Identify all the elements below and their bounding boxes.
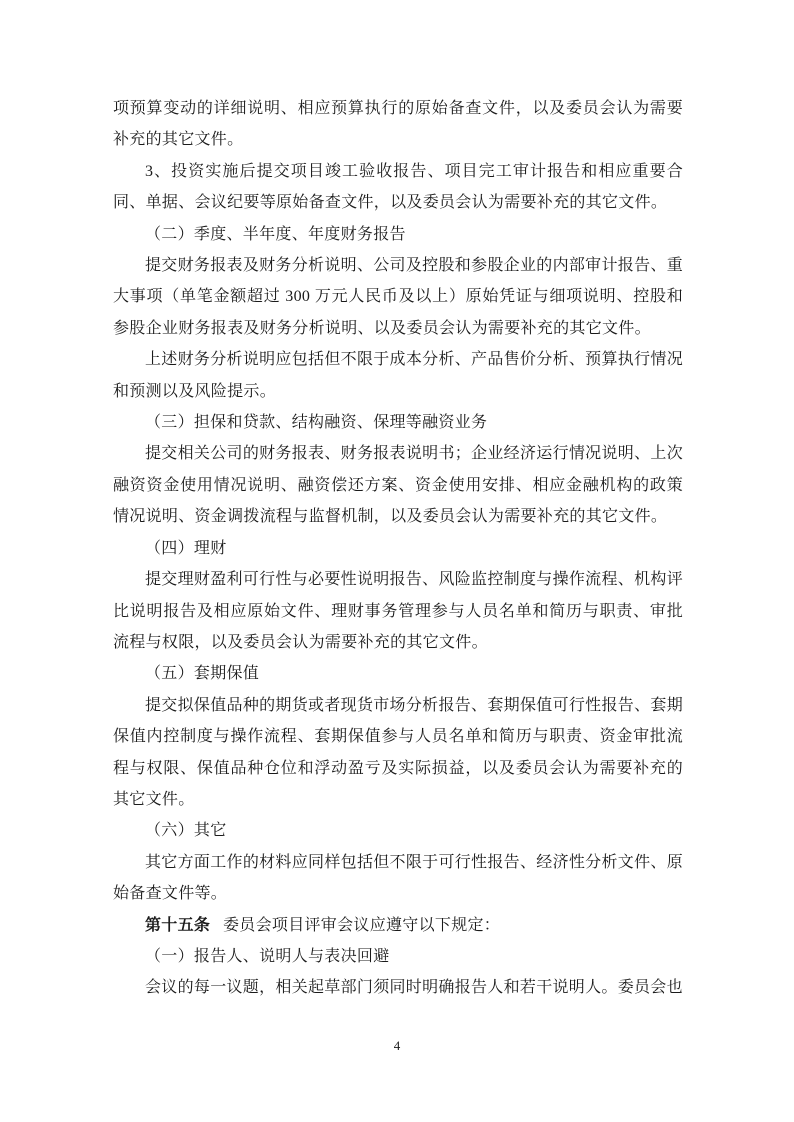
section-heading: （五）套期保值: [145, 665, 260, 683]
paragraph: 提交财务报表及财务分析说明、公司及控股和参股企业的内部审计报告、重大事项（单笔金额超过 300 万元人民币及以上）原始凭证与细项说明、控股和参股企业财务报表及财务分析说明、以及委员会认为需要补充的其它文件。: [113, 257, 683, 337]
document-body: [113, 93, 683, 1004]
paragraph: 提交拟保值品种的期货或者现货市场分析报告、套期保值可行性报告、套期保值内控制度与操作流程、套期保值参与人员名单和简历与职责、资金审批流程与权限、保值品种仓位和浮动盈亏及实际损益，以及委员会认为需要补充的其它文件。: [113, 696, 683, 808]
paragraph: 提交理财盈利可行性与必要性说明报告、风险监控制度与操作流程、机构评比说明报告及相应原始文件、理财事务管理参与人员名单和简历与职责、审批流程与权限，以及委员会认为需要补充的其它文件。: [113, 571, 683, 651]
page-number: 4: [393, 1038, 401, 1053]
paragraph: 3、投资实施后提交项目竣工验收报告、项目完工审计报告和相应重要合同、单据、会议纪要等原始备查文件，以及委员会认为需要补充的其它文件。: [113, 162, 683, 212]
paragraph: 提交相关公司的财务报表、财务报表说明书；企业经济运行情况说明、上次融资资金使用情况说明、融资偿还方案、资金使用安排、相应金融机构的政策情况说明、资金调拨流程与监督机制，以及委员会认为需要补充的其它文件。: [113, 445, 683, 526]
article-paragraph: [113, 910, 683, 941]
paragraph: 其它方面工作的材料应同样包括但不限于可行性报告、经济性分析文件、原始备查文件等。: [113, 853, 683, 903]
section-heading: （二）季度、半年度、年度财务报告: [145, 225, 406, 243]
section-heading: （六）其它: [145, 822, 227, 840]
section-heading: （一）报告人、说明人与表决回避: [145, 947, 390, 965]
section-heading: （四）理财: [145, 539, 227, 557]
paragraph: 会议的每一议题，相关起草部门须同时明确报告人和若干说明人。委员会也: [145, 979, 683, 997]
paragraph: 上述财务分析说明应包括但不限于成本分析、产品售价分析、预算执行情况和预测以及风险提示。: [113, 351, 683, 400]
article-number: 第十五条: [145, 916, 211, 934]
paragraph: 项预算变动的详细说明、相应预算执行的原始备查文件，以及委员会认为需要补充的其它文件。: [113, 100, 683, 149]
section-heading: （三）担保和贷款、结构融资、保理等融资业务: [145, 414, 488, 432]
article-text: 委员会项目评审会议应遵守以下规定：: [223, 916, 501, 934]
